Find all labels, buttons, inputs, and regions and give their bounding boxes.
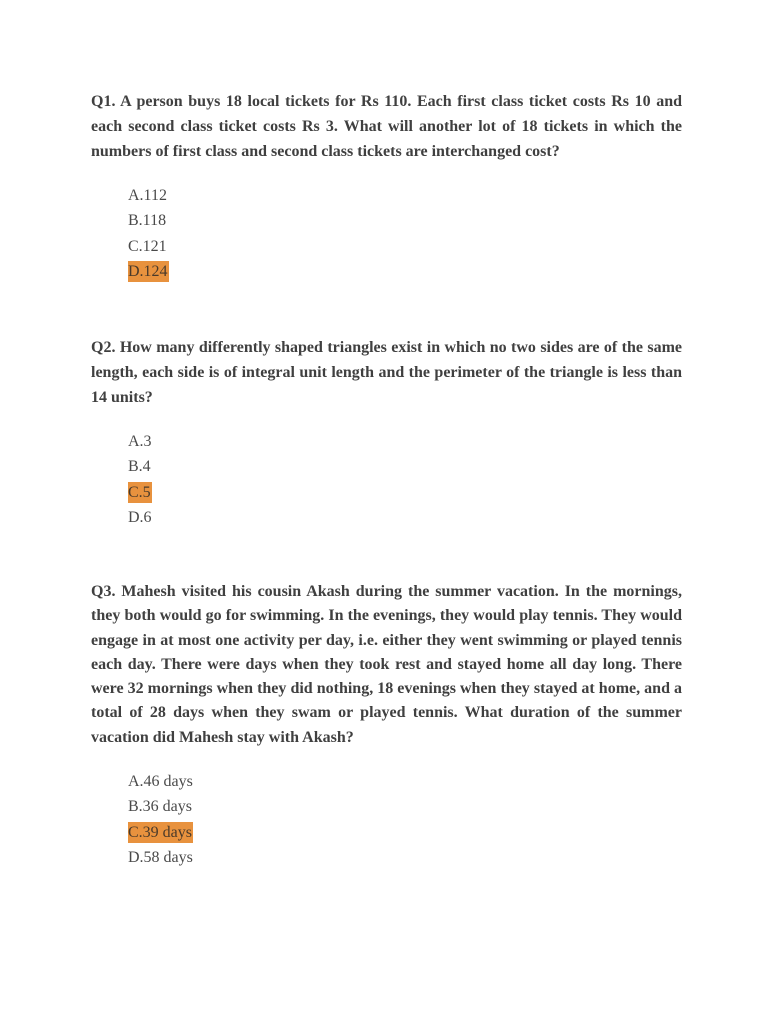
question-1-option-b: B.118 — [128, 212, 167, 230]
question-3 — [91, 580, 682, 870]
question-3-options — [91, 769, 682, 870]
question-2-option-b: B.4 — [128, 458, 151, 476]
question-1-option-c: C.121 — [128, 237, 167, 255]
question-1-text: Q1. A person buys 18 local tickets for Rs 110. Each first class ticket costs Rs 10 and each second class ticket costs Rs 3. What will another lot of 18 tickets in which the numbers of first class and second class tickets are interchanged cost? — [91, 93, 682, 160]
question-2-option-d: D.6 — [128, 508, 152, 526]
question-2 — [91, 335, 682, 530]
question-2-option-a: A.3 — [128, 433, 152, 450]
question-3-text: Q3. Mahesh visited his cousin Akash during the summer vacation. In the mornings, they both would go for swimming. In the evenings, they would play tennis. They would engage in at most one activity per day, i.e. either they went swimming or played tennis each day. There were days when they took rest and stayed home all day long. There were 32 mornings when they did nothing, 18 evenings when they stayed at home, and a total of 28 days when they swam or played tennis. What duration of the summer vacation did Mahesh stay with Akash? — [91, 583, 682, 746]
question-2-option-c-highlighted: C.5 — [128, 483, 151, 501]
question-3-option-c-highlighted: C.39 days — [128, 823, 192, 841]
question-1 — [91, 89, 682, 284]
question-3-option-b: B.36 days — [128, 798, 192, 816]
question-2-options — [91, 429, 682, 530]
question-1-option-a: A.112 — [128, 187, 167, 204]
question-3-option-a: A.46 days — [128, 773, 193, 791]
question-1-options — [91, 183, 682, 284]
question-1-option-d-highlighted: D.124 — [128, 262, 168, 280]
question-2-text: Q2. How many differently shaped triangles exist in which no two sides are of the same length, each side is of integral unit length and the perimeter of the triangle is less than 14 units? — [91, 339, 682, 406]
question-3-option-d: D.58 days — [128, 848, 193, 866]
